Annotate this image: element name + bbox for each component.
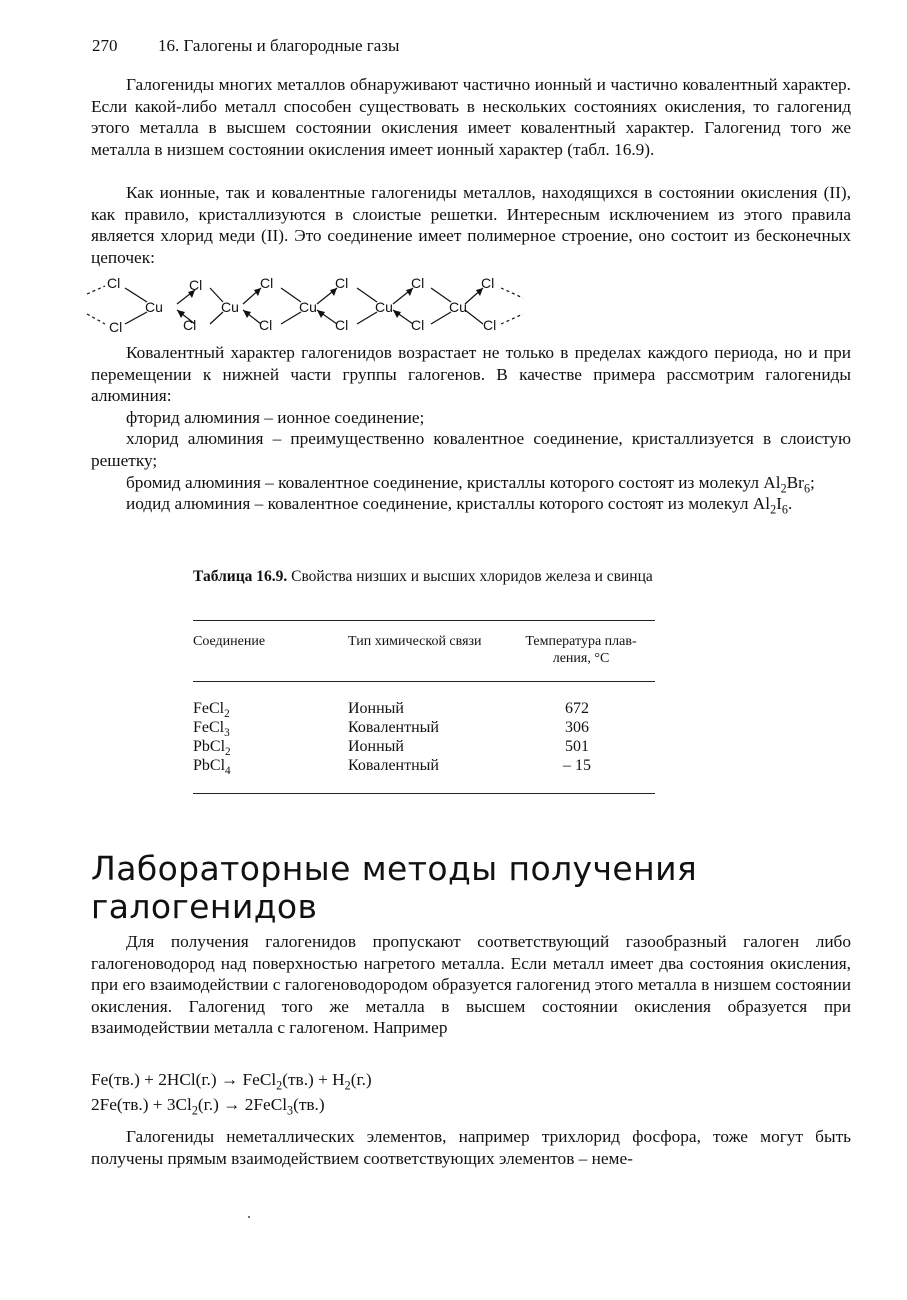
subscript: 2 <box>780 481 787 496</box>
table-cell-temp: – 15 <box>563 757 591 774</box>
equation-1: Fe(тв.) + 2HCl(г.) → FeCl$_2$(тв.) + $H_2(г.)$ <box>91 1070 372 1093</box>
table-cell-bond: Ионный <box>348 700 404 717</box>
list-item-text: иодид алюминия – ковалентное соединение, кристаллы которого состоят из молекул Al <box>126 494 771 514</box>
section-heading <box>91 850 697 926</box>
list-item-text: бромид алюминия – ковалентное соединение, кристаллы которого состоят из молекул Al <box>126 472 781 492</box>
chain-cl-upper: Cl <box>411 275 425 291</box>
paragraph-text: Для получения галогенидов пропускают соответствующий газообразный галоген либо галогеноводород над поверхностью нагретого металла. Если металл имеет два состояния окисления, при его взаимодействии с галогеноводородом образуется галогенид этого металла в низшем состоянии окисления. Галогенид того же металла в высшем состоянии окисления образуется при взаимодействии металла с галогеном. Например <box>91 932 851 1038</box>
paragraph-nonmetal-halides <box>91 1126 851 1169</box>
chain-cl-upper: Cl <box>335 275 349 291</box>
subscript: 6 <box>781 502 788 517</box>
subscript: 6 <box>803 481 810 496</box>
table-cell-compound: PbCl$_4$ <box>193 757 231 778</box>
paragraph-lab-methods <box>91 931 851 1039</box>
table-cell-bond: Ионный <box>348 738 404 755</box>
table-cell-temp: 672 <box>565 700 589 717</box>
column-header-melting-point <box>511 633 651 667</box>
paragraph-text: Галогениды неметаллических элементов, например трихлорид фосфора, тоже могут быть получены прямым взаимодействием соответствующих элементов – неме- <box>91 1127 851 1168</box>
formula-part: I <box>776 494 782 514</box>
chain-cu: Cu <box>449 299 467 315</box>
section-heading-line: Лабораторные методы получения <box>91 849 698 888</box>
paragraph-text: Ковалентный характер галогенидов возрастает не только в пределах каждого периода, но и при перемещении к нижней части группы галогенов. В качестве примера рассмотрим галогениды алюминия: <box>91 343 851 406</box>
chain-cl-upper: Cl <box>189 277 203 293</box>
table-top-rule <box>193 620 655 621</box>
column-header-compound: Соединение <box>193 634 266 649</box>
list-item <box>91 472 851 494</box>
column-header-bond-type: Тип химической связи <box>348 634 482 649</box>
table-cell-temp: 306 <box>565 719 589 736</box>
subscript: 2 <box>770 502 777 517</box>
table-cell-compound: FeCl$_2$ <box>193 700 230 721</box>
table-label: Таблица 16.9. <box>193 568 288 585</box>
header-line: Температура плав- <box>525 634 637 649</box>
list-item: фторид алюминия – ионное соединение; <box>126 407 425 427</box>
scan-speck <box>248 1216 250 1218</box>
table-bottom-rule <box>193 793 655 794</box>
punctuation: ; <box>810 472 815 492</box>
paragraph-aluminium-halides <box>91 342 851 515</box>
chain-cl-upper: Cl <box>107 275 121 291</box>
chain-cl-lower: Cl <box>183 317 197 333</box>
chain-cl-lower: Cl <box>109 319 123 335</box>
header-line: ления, °С <box>552 651 610 666</box>
list-item <box>91 493 851 515</box>
chain-cu: Cu <box>375 299 393 315</box>
table-cell-compound: PbCl$_2$ <box>193 738 231 759</box>
paragraph-text: Галогениды многих металлов обнаруживают частично ионный и частично ковалентный характер. Если какой-либо металл способен существовать в нескольких состояниях окисления, то галогенид этого металла в высшем состоянии окисления имеет ковалентный характер. Галогенид того же металла в низшем состоянии окисления имеет ионный характер (табл. 16.9). <box>91 75 851 159</box>
chain-cl-upper: Cl <box>481 275 495 291</box>
paragraph-text: Как ионные, так и ковалентные галогениды металлов, находящихся в состоянии окисления (II), как правило, кристаллизуются в слоистые решетки. Интересным исключением из этого правила является хлорид меди (II). Это соединение имеет полимерное строение, оно состоит из бесконечных цепочек: <box>91 183 851 267</box>
chain-cl-lower: Cl <box>335 317 349 333</box>
section-heading-line: галогенидов <box>91 887 318 926</box>
equation-2: $2Fe(тв.) + 3Cl_2(г.)$ → 2FeCl$_3$(тв.) <box>91 1095 325 1118</box>
formula-part: Br <box>786 472 804 492</box>
table-cell-bond: Ковалентный <box>348 719 439 736</box>
punctuation: . <box>787 494 793 514</box>
table-caption <box>193 567 663 586</box>
table-header-rule <box>193 681 655 682</box>
paragraph-covalent-character <box>91 74 851 160</box>
chain-cl-lower: Cl <box>483 317 497 333</box>
chain-cl-upper: Cl <box>260 275 274 291</box>
table-caption-text: Свойства низших и высших хлоридов железа и свинца <box>291 568 653 585</box>
table-cell-compound: FeCl$_3$ <box>193 719 230 740</box>
list-item: хлорид алюминия – преимущественно ковалентное соединение, кристаллизуется в слоистую решетку; <box>91 429 851 470</box>
table-cell-bond: Ковалентный <box>348 757 439 774</box>
table-cell-temp: 501 <box>565 738 589 755</box>
chain-cu: Cu <box>299 299 317 315</box>
page-number: 270 <box>92 36 118 55</box>
paragraph-layered-lattices <box>91 182 851 268</box>
chapter-title: 16. Галогены и благородные газы <box>158 36 400 55</box>
running-header <box>92 36 399 56</box>
chain-cu: Cu <box>145 299 163 315</box>
cucl2-chain-structure <box>85 268 535 336</box>
chain-cl-lower: Cl <box>411 317 425 333</box>
chain-cl-lower: Cl <box>259 317 273 333</box>
chain-cu: Cu <box>221 299 239 315</box>
